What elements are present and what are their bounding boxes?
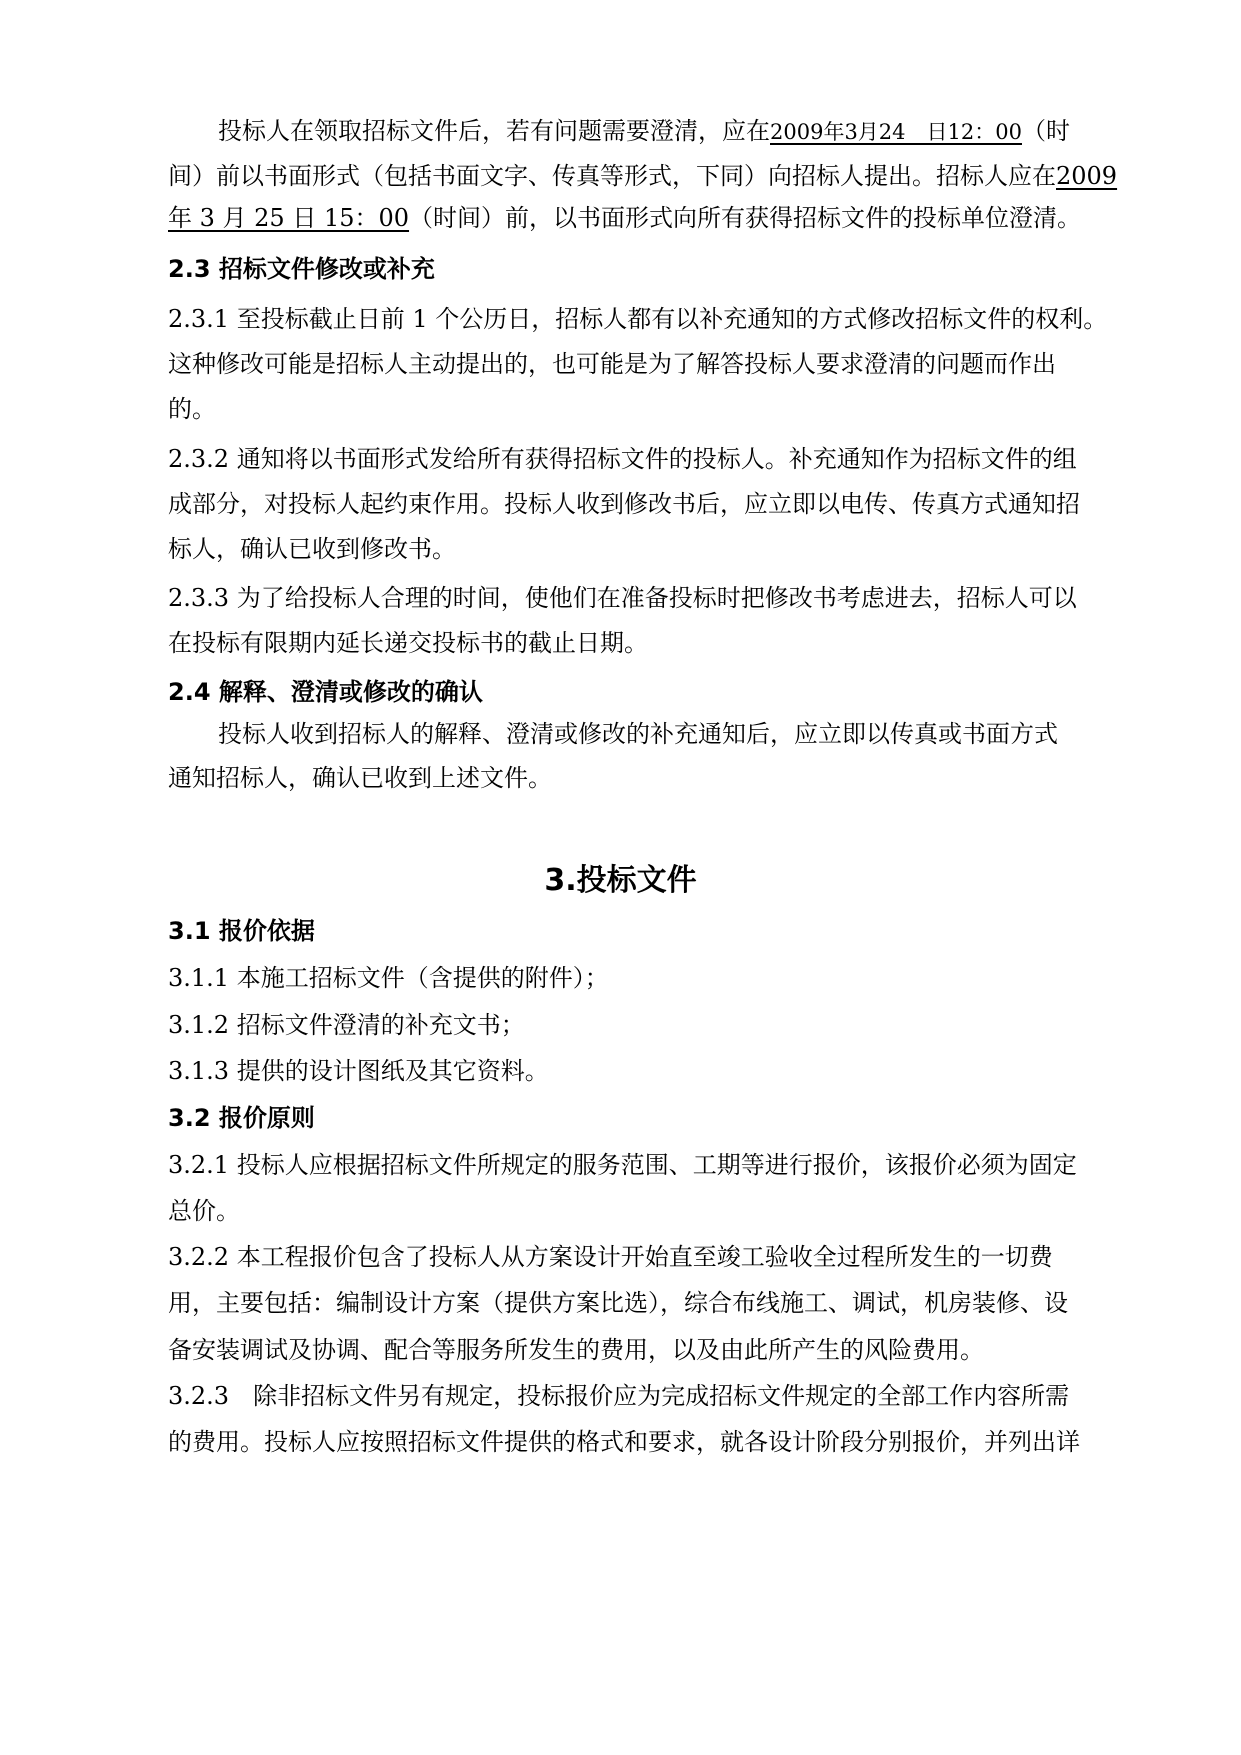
clarify-line-2	[168, 161, 1118, 191]
heading-2-4: 2.4 解释、澄清或修改的确认	[168, 678, 483, 706]
text: （时	[1021, 117, 1070, 145]
para-2-3-1-line: 这种修改可能是招标人主动提出的，也可能是为了解答投标人要求澄清的问题而作出	[168, 350, 1056, 378]
para-2-3-1-line: 的。	[168, 395, 216, 423]
para-3-2-2-line: 3.2.2 本工程报价包含了投标人从方案设计开始直至竣工验收全过程所发生的一切费	[168, 1243, 1053, 1271]
para-3-2-1-line: 3.2.1 投标人应根据招标文件所规定的服务范围、工期等进行报价，该报价必须为固定	[168, 1151, 1077, 1179]
para-2-3-2-line: 标人，确认已收到修改书。	[168, 535, 456, 563]
para-2-3-3-line: 在投标有限期内延长递交投标书的截止日期。	[168, 629, 648, 657]
text: 投标人在领取招标文件后，若有问题需要澄清，应在	[218, 117, 770, 145]
text: （时间）前，以书面形式向所有获得招标文件的投标单位澄清。	[409, 204, 1082, 232]
para-3-2-3-line: 3.2.3 除非招标文件另有规定，投标报价应为完成招标文件规定的全部工作内容所需	[168, 1382, 1070, 1410]
para-3-2-1-line: 总价。	[168, 1197, 240, 1225]
para-2-3-2-line: 成部分，对投标人起约束作用。投标人收到修改书后，应立即以电传、传真方式通知招	[168, 490, 1080, 518]
para-2-3-1-line: 2.3.1 至投标截止日前 1 个公历日，招标人都有以补充通知的方式修改招标文件的权利。	[168, 305, 1108, 333]
para-3-2-3-line: 的费用。投标人应按照招标文件提供的格式和要求，就各设计阶段分别报价，并列出详	[168, 1428, 1080, 1456]
reply-deadline-date: 年 3 月 25 日 15：00	[168, 204, 410, 232]
item-3-1: 3.1.1 本施工招标文件（含提供的附件）；	[168, 964, 609, 992]
clarify-line-1	[218, 116, 1158, 147]
item-3-1: 3.1.3 提供的设计图纸及其它资料。	[168, 1057, 549, 1085]
para-3-2-2-line: 备安装调试及协调、配合等服务所发生的费用，以及由此所产生的风险费用。	[168, 1336, 984, 1364]
para-2-3-2-line: 2.3.2 通知将以书面形式发给所有获得招标文件的投标人。补充通知作为招标文件的组	[168, 445, 1077, 473]
heading-3-1: 3.1 报价依据	[168, 917, 315, 945]
reply-deadline-year: 2009	[1056, 162, 1118, 190]
heading-3-2: 3.2 报价原则	[168, 1104, 315, 1132]
para-3-2-2-line: 用，主要包括：编制设计方案（提供方案比选），综合布线施工、调试，机房装修、设	[168, 1289, 1068, 1317]
heading-2-3: 2.3 招标文件修改或补充	[168, 255, 435, 283]
text: 间）前以书面形式（包括书面文字、传真等形式，下同）向招标人提出。招标人应在	[168, 162, 1056, 190]
clarify-deadline-date: 2009年3月24 日12：00	[770, 120, 1022, 144]
para-2-4-line: 投标人收到招标人的解释、澄清或修改的补充通知后，应立即以传真或书面方式	[218, 720, 1058, 748]
para-2-4-line: 通知招标人，确认已收到上述文件。	[168, 764, 552, 792]
para-2-3-3-line: 2.3.3 为了给投标人合理的时间，使他们在准备投标时把修改书考虑进去，招标人可以	[168, 584, 1077, 612]
clarify-line-3	[168, 203, 1108, 233]
section-3-title: 3.投标文件	[544, 863, 697, 898]
item-3-1: 3.1.2 招标文件澄清的补充文书；	[168, 1011, 525, 1039]
